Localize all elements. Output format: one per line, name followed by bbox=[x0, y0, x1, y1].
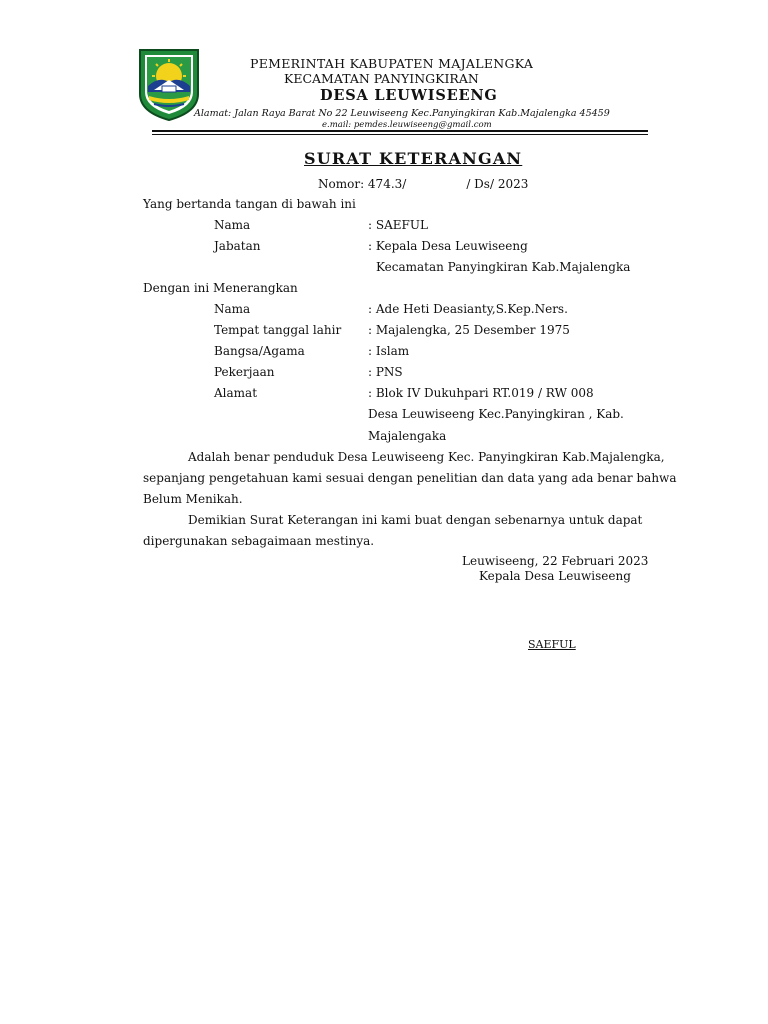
subject-name-value: : Ade Heti Deasianty,S.Kep.Ners. bbox=[368, 302, 568, 316]
kop-address: Alamat: Jalan Raya Barat No 22 Leuwiseeng Kec.Panyingkiran Kab.Majalengka 45459 bbox=[194, 108, 610, 119]
signer-position-value-2: Kecamatan Panyingkiran Kab.Majalengka bbox=[376, 260, 631, 274]
subject-address-label: Alamat bbox=[214, 386, 258, 400]
letter-number-label: Nomor: 474.3/ bbox=[318, 177, 407, 191]
closing-place-date: Leuwiseeng, 22 Februari 2023 bbox=[462, 554, 649, 568]
closing-position: Kepala Desa Leuwiseeng bbox=[479, 569, 631, 583]
letter-number bbox=[318, 177, 528, 191]
subject-religion-value: : Islam bbox=[368, 344, 410, 358]
kop-village: DESA LEUWISEENG bbox=[320, 87, 498, 104]
signature-name: SAEFUL bbox=[528, 638, 576, 651]
signer-intro: Yang bertanda tangan di bawah ini bbox=[143, 197, 356, 211]
kop-divider-thick bbox=[152, 130, 648, 132]
body-paragraph-1-line-2: sepanjang pengetahuan kami sesuai dengan penelitian dan data yang ada benar bahwa bbox=[143, 471, 677, 485]
signer-position-value: : Kepala Desa Leuwiseeng bbox=[368, 239, 528, 253]
subject-address-value: : Blok IV Dukuhpari RT.019 / RW 008 bbox=[368, 386, 594, 400]
letter-number-suffix: / Ds/ 2023 bbox=[466, 177, 529, 191]
signer-position-label: Jabatan bbox=[214, 239, 261, 253]
signer-name-value: : SAEFUL bbox=[368, 218, 428, 232]
signer-name-label: Nama bbox=[214, 218, 251, 232]
subject-birth-value: : Majalengka, 25 Desember 1975 bbox=[368, 323, 570, 337]
subject-name-label: Nama bbox=[214, 302, 251, 316]
subject-address-value-2: Desa Leuwiseeng Kec.Panyingkiran , Kab. bbox=[368, 407, 624, 421]
subject-job-label: Pekerjaan bbox=[214, 365, 275, 379]
subject-job-value: : PNS bbox=[368, 365, 403, 379]
subject-intro: Dengan ini Menerangkan bbox=[143, 281, 298, 295]
kop-district: KECAMATAN PANYINGKIRAN bbox=[284, 71, 479, 86]
subject-religion-label: Bangsa/Agama bbox=[214, 344, 305, 358]
kop-divider-thin bbox=[152, 134, 648, 135]
subject-birth-label: Tempat tanggal lahir bbox=[214, 323, 342, 337]
body-paragraph-2-line-2: dipergunakan sebagaimaan mestinya. bbox=[143, 534, 375, 548]
letter-title: SURAT KETERANGAN bbox=[304, 149, 523, 168]
body-paragraph-2-line-1: Demikian Surat Keterangan ini kami buat dengan sebenarnya untuk dapat bbox=[188, 513, 643, 527]
kop-email: e.mail: pemdes.leuwiseeng@gmail.com bbox=[322, 120, 492, 130]
kop-regency: PEMERINTAH KABUPATEN MAJALENGKA bbox=[250, 56, 534, 71]
subject-address-value-3: Majalengaka bbox=[368, 429, 447, 443]
body-paragraph-1-line-1: Adalah benar penduduk Desa Leuwiseeng Kec. Panyingkiran Kab.Majalengka, bbox=[188, 450, 665, 464]
body-paragraph-1-line-3: Belum Menikah. bbox=[143, 492, 243, 506]
